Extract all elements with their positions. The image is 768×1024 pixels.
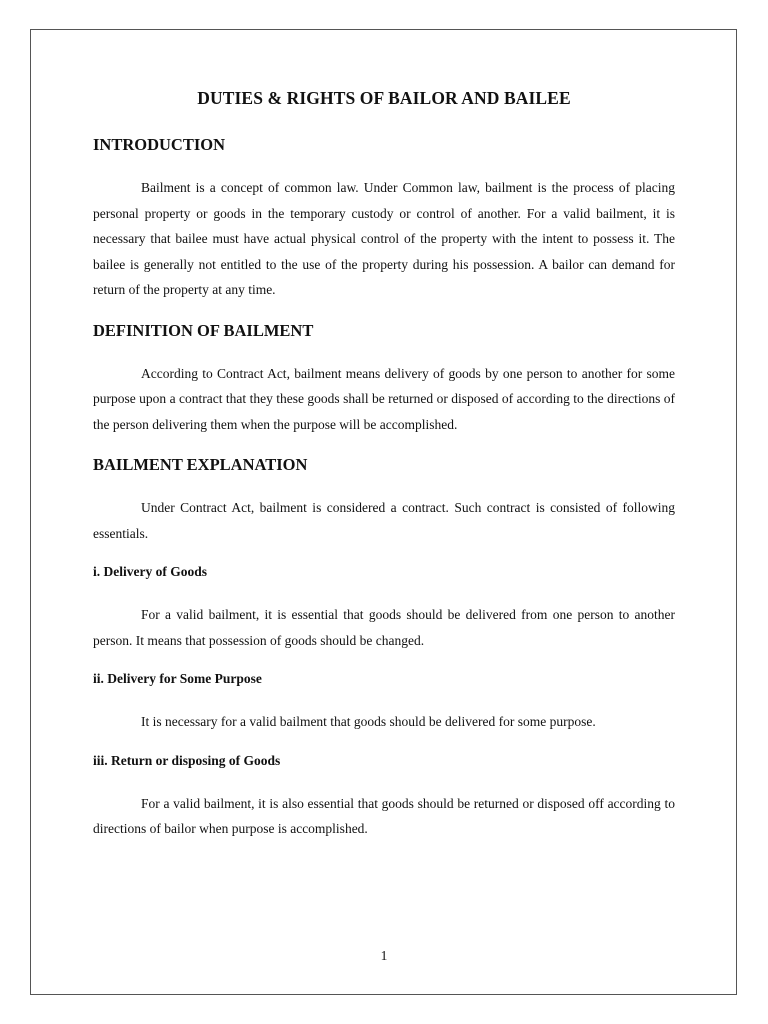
delivery-of-goods-heading: i. Delivery of Goods (93, 564, 207, 579)
explanation-heading: BAILMENT EXPLANATION (93, 455, 308, 474)
definition-heading: DEFINITION OF BAILMENT (93, 320, 314, 340)
return-of-goods-paragraph: For a valid bailment, it is also essential that goods should be returned or disposed off according to directions of bailor when purpose is accomplished. (93, 795, 675, 836)
document-title: DUTIES & RIGHTS OF BAILOR AND BAILEE (197, 88, 571, 108)
delivery-purpose-paragraph: It is necessary for a valid bailment that goods should be delivered for some purpose. (141, 714, 596, 729)
delivery-purpose-heading: ii. Delivery for Some Purpose (93, 671, 262, 686)
definition-paragraph: According to Contract Act, bailment means delivery of goods by one person to another for some purpose upon a contract that they these goods shall be returned or disposed of according to the directions of the person delivering them when the purpose will be accomplished. (93, 365, 675, 432)
document-body (93, 88, 675, 860)
delivery-of-goods-paragraph: For a valid bailment, it is essential that goods should be delivered from one person to another person. It means that possession of goods should be changed. (93, 607, 675, 648)
return-of-goods-heading: iii. Return or disposing of Goods (93, 752, 281, 768)
page-number: 1 (380, 948, 388, 963)
introduction-heading: INTRODUCTION (93, 135, 226, 154)
introduction-paragraph: Bailment is a concept of common law. Under Common law, bailment is the process of placing personal property or goods in the temporary custody or control of another. For a valid bailment, it is necessary that bailee must have actual physical control of the property with the intent to possess it. The bailee is generally not entitled to the use of the property during his possession. A bailor can demand for return of the property at any time. (93, 180, 675, 297)
explanation-paragraph: Under Contract Act, bailment is considered a contract. Such contract is consisted of following essentials. (93, 500, 675, 541)
